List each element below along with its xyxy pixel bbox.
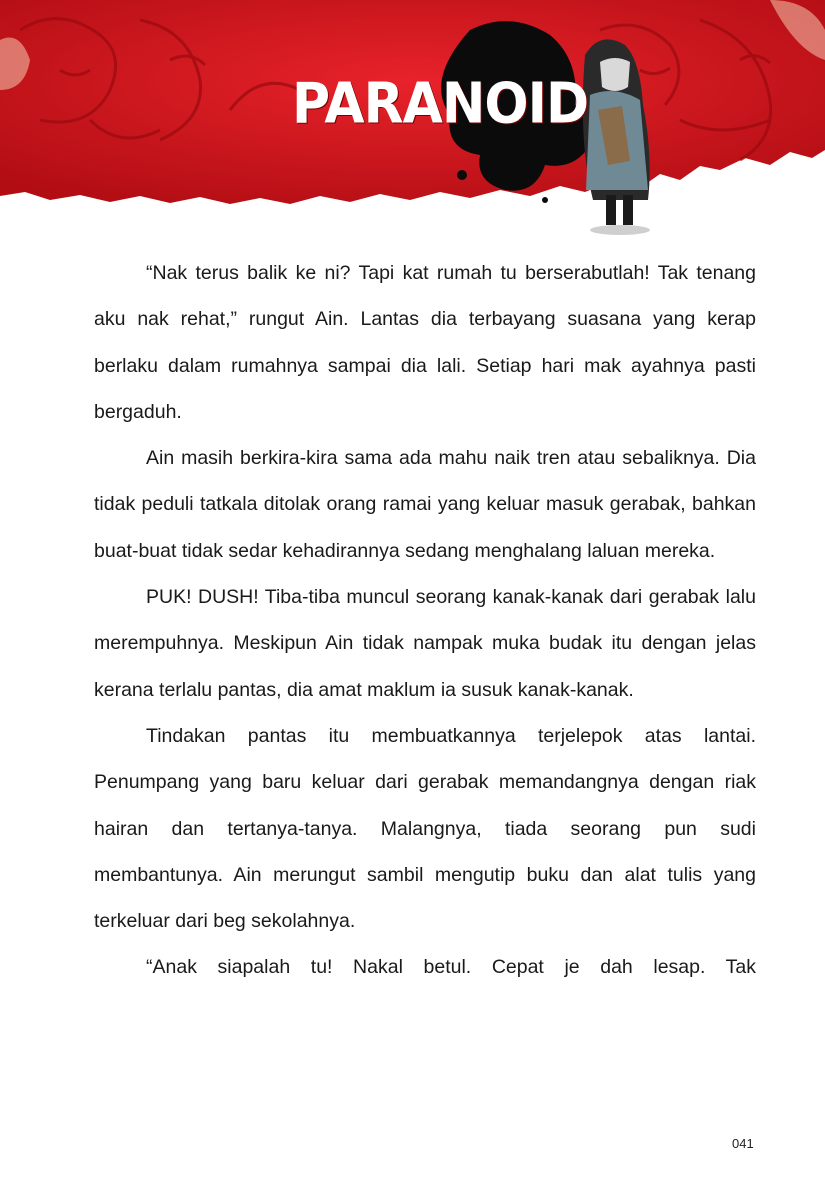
book-title: PARANOID bbox=[292, 71, 589, 137]
page-number: 041 bbox=[732, 1136, 754, 1151]
body-text bbox=[94, 250, 756, 991]
paragraph: “Anak siapalah tu! Nakal betul. Cepat je dah lesap. Tak bbox=[146, 956, 756, 979]
paragraph: Tindakan pantas itu membuatkannya terjelepok atas lantai. Penumpang yang baru keluar dari gerabak memandangnya dengan riak hairan dan tertanya-tanya. Malangnya, tiada seorang pun sudi membantunya. Ain merungut sambil mengutip buku dan alat tulis yang terkeluar dari beg sekolahnya. bbox=[94, 724, 756, 933]
paragraph: PUK! DUSH! Tiba-tiba muncul seorang kanak-kanak dari gerabak lalu merempuhnya. Meskipun Ain tidak nampak muka budak itu dengan jelas kerana terlalu pantas, dia amat maklum ia susuk kanak-kanak. bbox=[94, 586, 756, 701]
paragraph: Ain masih berkira-kira sama ada mahu naik tren atau sebaliknya. Dia tidak peduli tatkala ditolak orang ramai yang keluar masuk gerabak, bahkan buat-buat tidak sedar kehadirannya sedang menghalang laluan mereka. bbox=[94, 447, 756, 562]
paragraph: “Nak terus balik ke ni? Tapi kat rumah tu berserabutlah! Tak tenang aku nak rehat,” rungut Ain. Lantas dia terbayang suasana yang kerap berlaku dalam rumahnya sampai dia lali. Setiap hari mak ayahnya pasti bergaduh. bbox=[94, 262, 756, 423]
